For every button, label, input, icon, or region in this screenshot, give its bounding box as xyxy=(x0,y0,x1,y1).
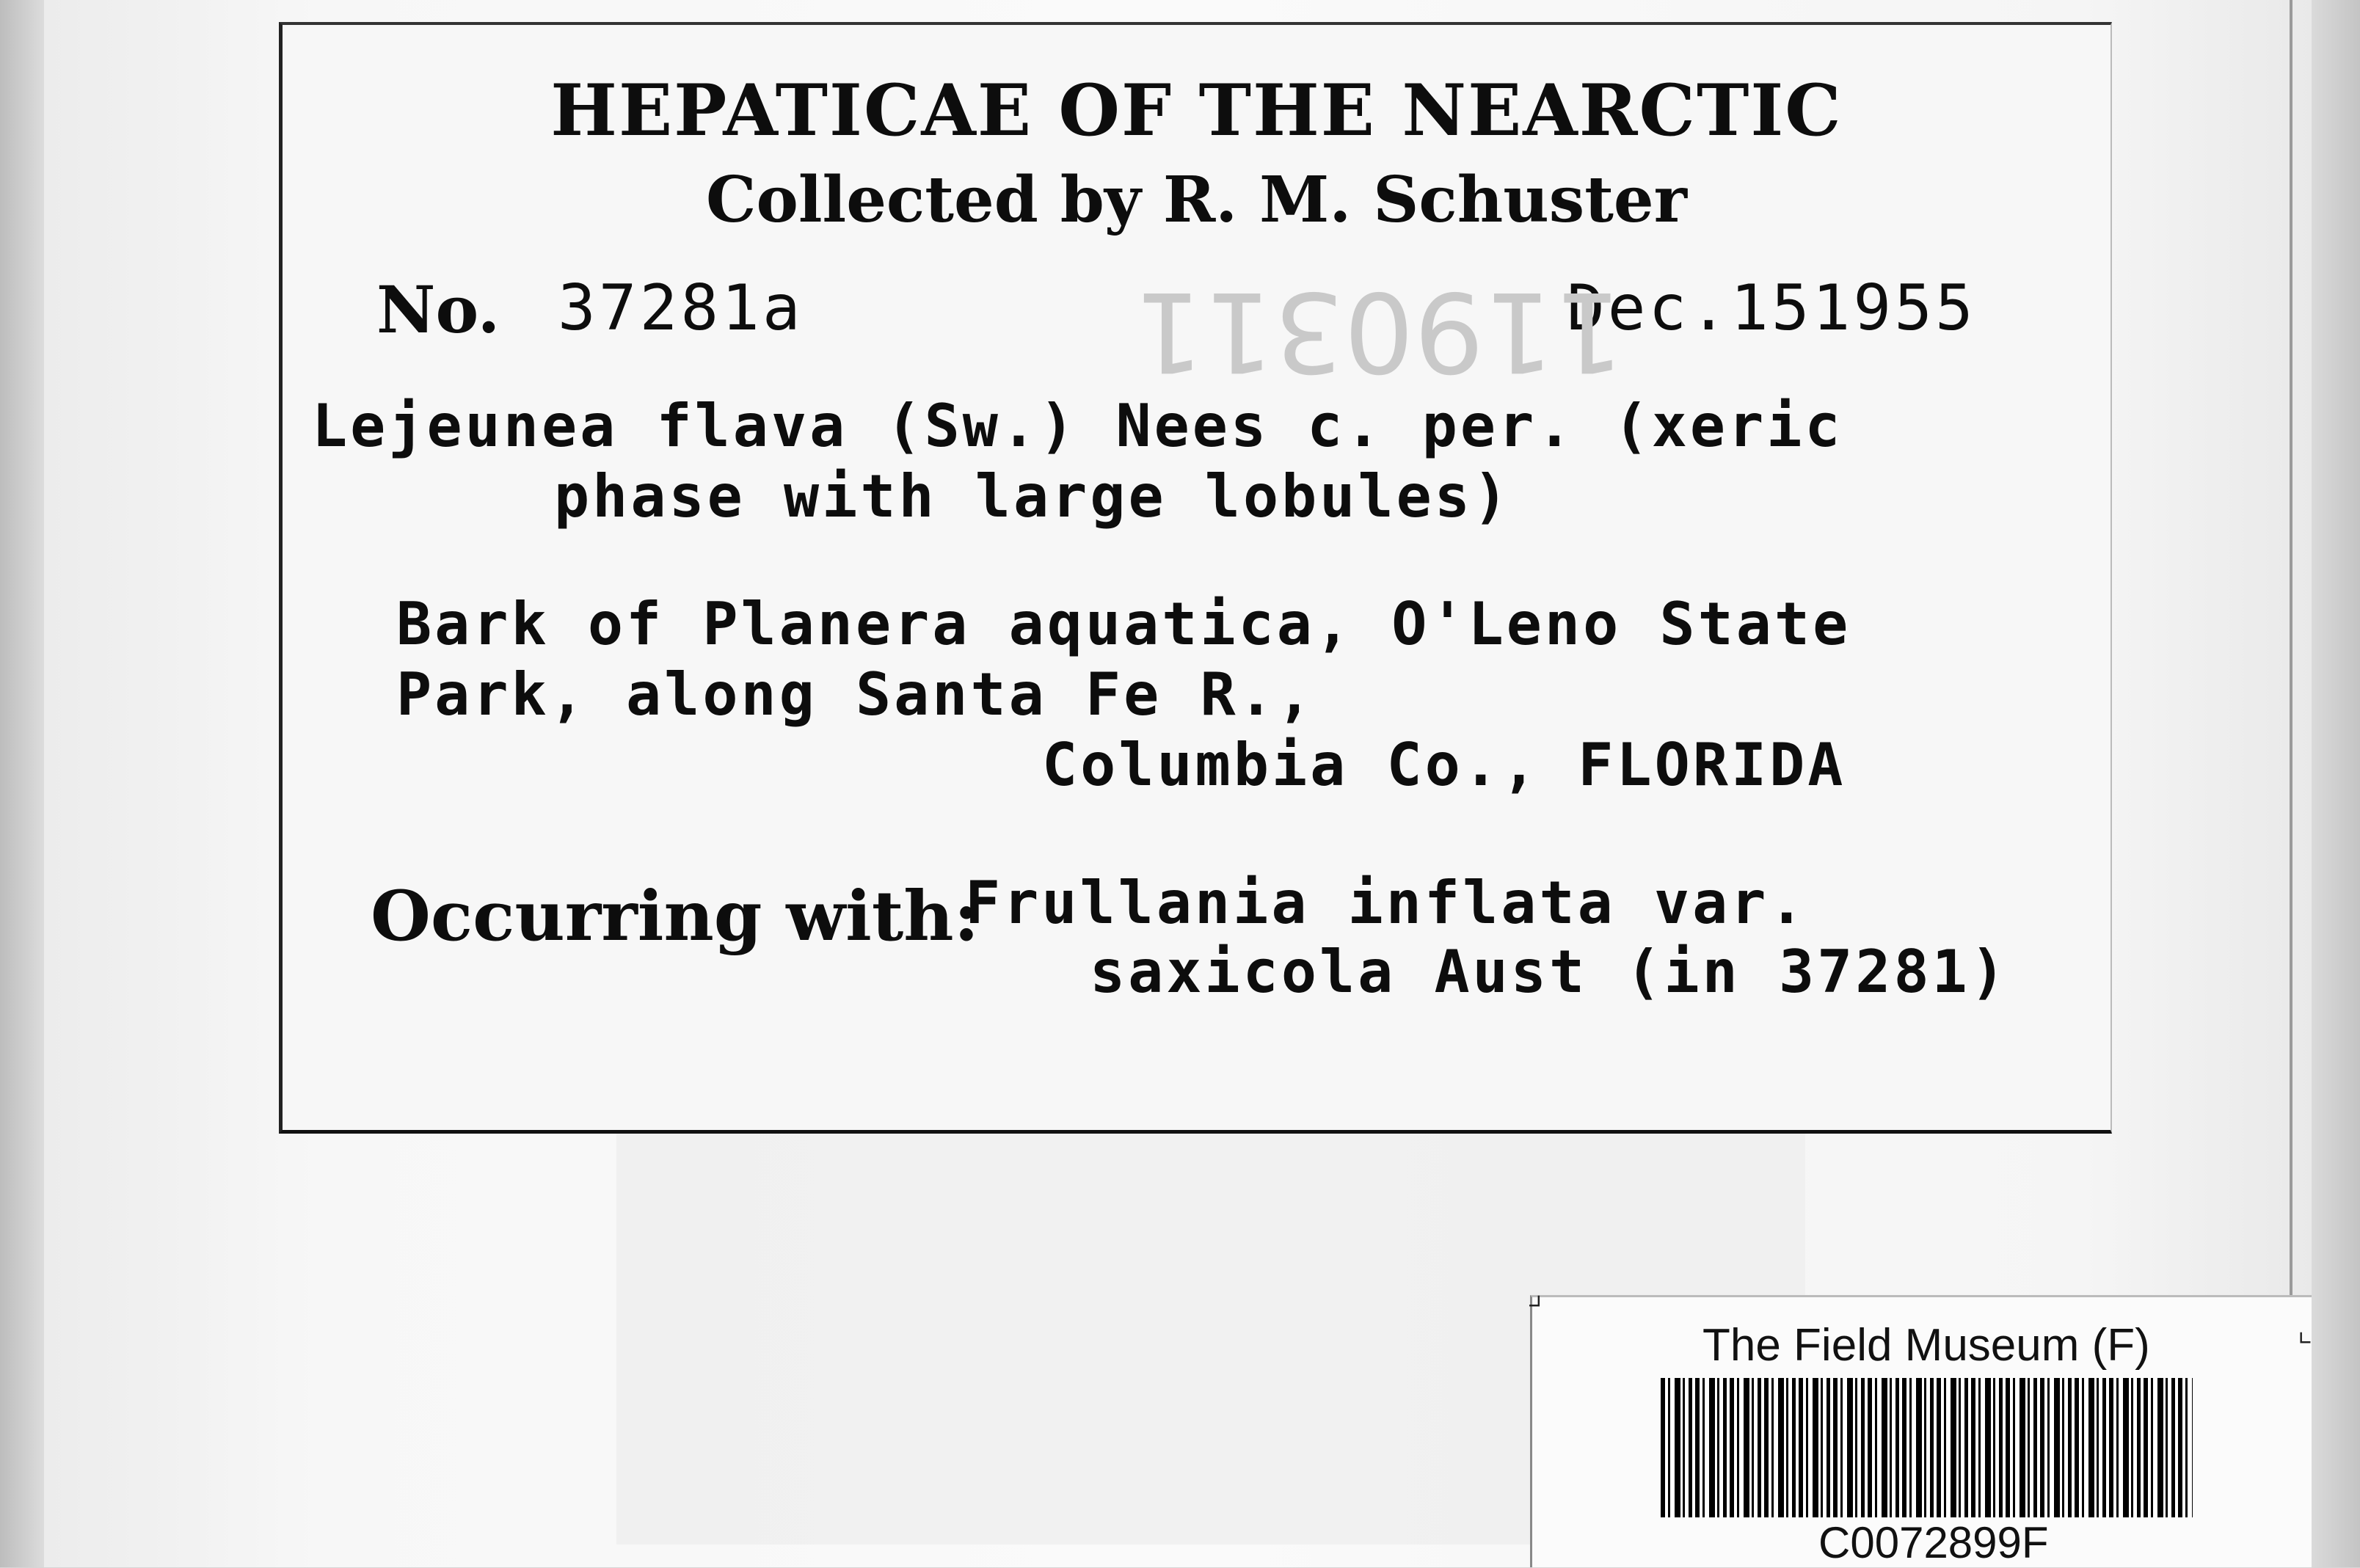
associated-taxon-line-2: saxicola Aust (in 37281) xyxy=(1090,938,2008,1006)
crop-mark-icon: ⌟ xyxy=(1525,1275,1545,1313)
taxon-line-2: phase with large lobules) xyxy=(554,462,1512,530)
collector-line: Collected by R. M. Schuster xyxy=(706,163,1687,237)
locality-line-3: Columbia Co., FLORIDA xyxy=(1042,731,1846,799)
occurring-with-label: Occurring with: xyxy=(371,876,980,957)
institution-name: The Field Museum (F) xyxy=(1702,1320,2150,1371)
number-label: No. xyxy=(376,271,500,348)
label-title: HEPATICAE OF THE NEARCTIC xyxy=(550,69,1843,152)
barcode-card xyxy=(1525,1275,2315,1567)
collection-date: Dec.151955 xyxy=(1567,271,1976,345)
locality-line-1: Bark of Planera aquatica, O'Leno State xyxy=(396,590,1851,658)
barcode xyxy=(1661,1378,2193,1517)
sheet-edge-right xyxy=(2312,0,2360,1567)
sheet-edge-left xyxy=(0,0,44,1567)
pencil-annotation: 1190311 xyxy=(1134,267,1625,395)
specimen-number: 37281a xyxy=(558,271,804,345)
crop-mark-icon: ⌞ xyxy=(2295,1312,2315,1349)
catalog-number: C0072899F xyxy=(1818,1518,2049,1567)
locality-line-2: Park, along Santa Fe R., xyxy=(396,660,1315,729)
taxon-line-1: Lejeunea flava (Sw.) Nees c. per. (xeric xyxy=(312,392,1843,460)
associated-taxon-line-1: Frullania inflata var. xyxy=(965,869,1807,937)
specimen-label xyxy=(279,22,2112,1134)
